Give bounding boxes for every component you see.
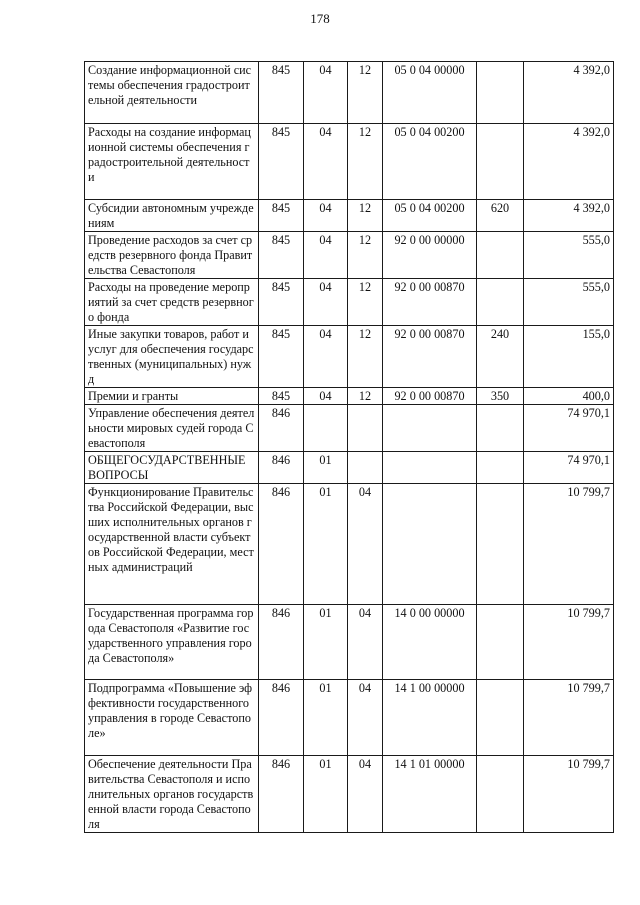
row-code: 845	[259, 62, 304, 124]
row-expense-type	[477, 452, 524, 484]
row-name: Государственная программа города Севастополя «Развитие государственного управления города Севастополя»	[85, 605, 259, 680]
table-row	[85, 756, 614, 833]
row-article: 14 0 00 00000	[383, 605, 477, 680]
row-code: 846	[259, 484, 304, 605]
table-row	[85, 484, 614, 605]
row-code: 846	[259, 452, 304, 484]
row-code: 845	[259, 279, 304, 326]
row-amount: 4 392,0	[524, 62, 614, 124]
row-name: Иные закупки товаров, работ и услуг для обеспечения государственных (муниципальных) нужд	[85, 326, 259, 388]
row-name: Расходы на создание информационной системы обеспечения градостроительной деятельности	[85, 124, 259, 200]
row-amount: 155,0	[524, 326, 614, 388]
row-amount: 10 799,7	[524, 756, 614, 833]
row-name: ОБЩЕГОСУДАРСТВЕННЫЕ ВОПРОСЫ	[85, 452, 259, 484]
row-name: Премии и гранты	[85, 388, 259, 405]
row-subsection: 04	[348, 756, 383, 833]
row-article	[383, 484, 477, 605]
row-name: Субсидии автономным учреждениям	[85, 200, 259, 232]
table-row	[85, 680, 614, 756]
row-article: 14 1 01 00000	[383, 756, 477, 833]
row-subsection: 04	[348, 680, 383, 756]
row-section: 01	[304, 452, 348, 484]
table-row	[85, 388, 614, 405]
row-expense-type: 240	[477, 326, 524, 388]
row-amount: 74 970,1	[524, 452, 614, 484]
row-amount: 10 799,7	[524, 680, 614, 756]
row-amount: 74 970,1	[524, 405, 614, 452]
row-code: 845	[259, 124, 304, 200]
row-expense-type	[477, 405, 524, 452]
row-amount: 555,0	[524, 232, 614, 279]
table-row	[85, 405, 614, 452]
row-amount: 400,0	[524, 388, 614, 405]
row-name: Подпрограмма «Повышение эффективности государственного управления в городе Севастополе»	[85, 680, 259, 756]
budget-table	[84, 61, 614, 833]
row-section: 01	[304, 605, 348, 680]
row-subsection: 12	[348, 388, 383, 405]
row-expense-type	[477, 756, 524, 833]
row-name: Проведение расходов за счет средств резервного фонда Правительства Севастополя	[85, 232, 259, 279]
row-expense-type	[477, 484, 524, 605]
row-article: 14 1 00 00000	[383, 680, 477, 756]
row-article: 05 0 04 00200	[383, 200, 477, 232]
row-section: 01	[304, 756, 348, 833]
row-name: Обеспечение деятельности Правительства Севастополя и исполнительных органов государственной власти города Севастополя	[85, 756, 259, 833]
row-subsection	[348, 405, 383, 452]
row-section: 04	[304, 279, 348, 326]
row-code: 846	[259, 680, 304, 756]
row-section	[304, 405, 348, 452]
row-amount: 4 392,0	[524, 200, 614, 232]
row-subsection: 12	[348, 232, 383, 279]
row-code: 845	[259, 200, 304, 232]
row-subsection: 12	[348, 200, 383, 232]
row-subsection	[348, 452, 383, 484]
row-expense-type	[477, 232, 524, 279]
row-subsection: 12	[348, 326, 383, 388]
page-number: 178	[310, 11, 330, 26]
row-amount: 10 799,7	[524, 484, 614, 605]
row-section: 01	[304, 680, 348, 756]
row-subsection: 12	[348, 279, 383, 326]
table-row	[85, 62, 614, 124]
row-article: 92 0 00 00870	[383, 326, 477, 388]
row-expense-type	[477, 124, 524, 200]
row-code: 846	[259, 605, 304, 680]
row-expense-type	[477, 680, 524, 756]
row-amount: 4 392,0	[524, 124, 614, 200]
row-section: 04	[304, 326, 348, 388]
table-row	[85, 605, 614, 680]
row-section: 04	[304, 388, 348, 405]
row-expense-type	[477, 279, 524, 326]
table-row	[85, 279, 614, 326]
table-row	[85, 200, 614, 232]
row-code: 845	[259, 388, 304, 405]
row-expense-type: 350	[477, 388, 524, 405]
row-amount: 10 799,7	[524, 605, 614, 680]
row-article: 05 0 04 00200	[383, 124, 477, 200]
row-article: 92 0 00 00000	[383, 232, 477, 279]
row-name: Расходы на проведение мероприятий за счет средств резервного фонда	[85, 279, 259, 326]
row-section: 04	[304, 62, 348, 124]
row-code: 846	[259, 756, 304, 833]
row-subsection: 12	[348, 124, 383, 200]
row-section: 04	[304, 200, 348, 232]
row-code: 845	[259, 232, 304, 279]
row-amount: 555,0	[524, 279, 614, 326]
table-row	[85, 124, 614, 200]
row-article: 05 0 04 00000	[383, 62, 477, 124]
row-name: Управление обеспечения деятельности мировых судей города Севастополя	[85, 405, 259, 452]
row-expense-type	[477, 62, 524, 124]
row-expense-type: 620	[477, 200, 524, 232]
row-code: 845	[259, 326, 304, 388]
row-article: 92 0 00 00870	[383, 279, 477, 326]
row-article: 92 0 00 00870	[383, 388, 477, 405]
row-code: 846	[259, 405, 304, 452]
table-row	[85, 326, 614, 388]
row-subsection: 04	[348, 484, 383, 605]
row-expense-type	[477, 605, 524, 680]
row-name: Функционирование Правительства Российской Федерации, высших исполнительных органов государственной власти субъектов Российской Федерации, местных администраций	[85, 484, 259, 605]
table-row	[85, 452, 614, 484]
row-section: 04	[304, 232, 348, 279]
row-section: 01	[304, 484, 348, 605]
row-name: Создание информационной системы обеспечения градостроительной деятельности	[85, 62, 259, 124]
row-subsection: 12	[348, 62, 383, 124]
row-subsection: 04	[348, 605, 383, 680]
table-row	[85, 232, 614, 279]
row-article	[383, 405, 477, 452]
row-article	[383, 452, 477, 484]
row-section: 04	[304, 124, 348, 200]
